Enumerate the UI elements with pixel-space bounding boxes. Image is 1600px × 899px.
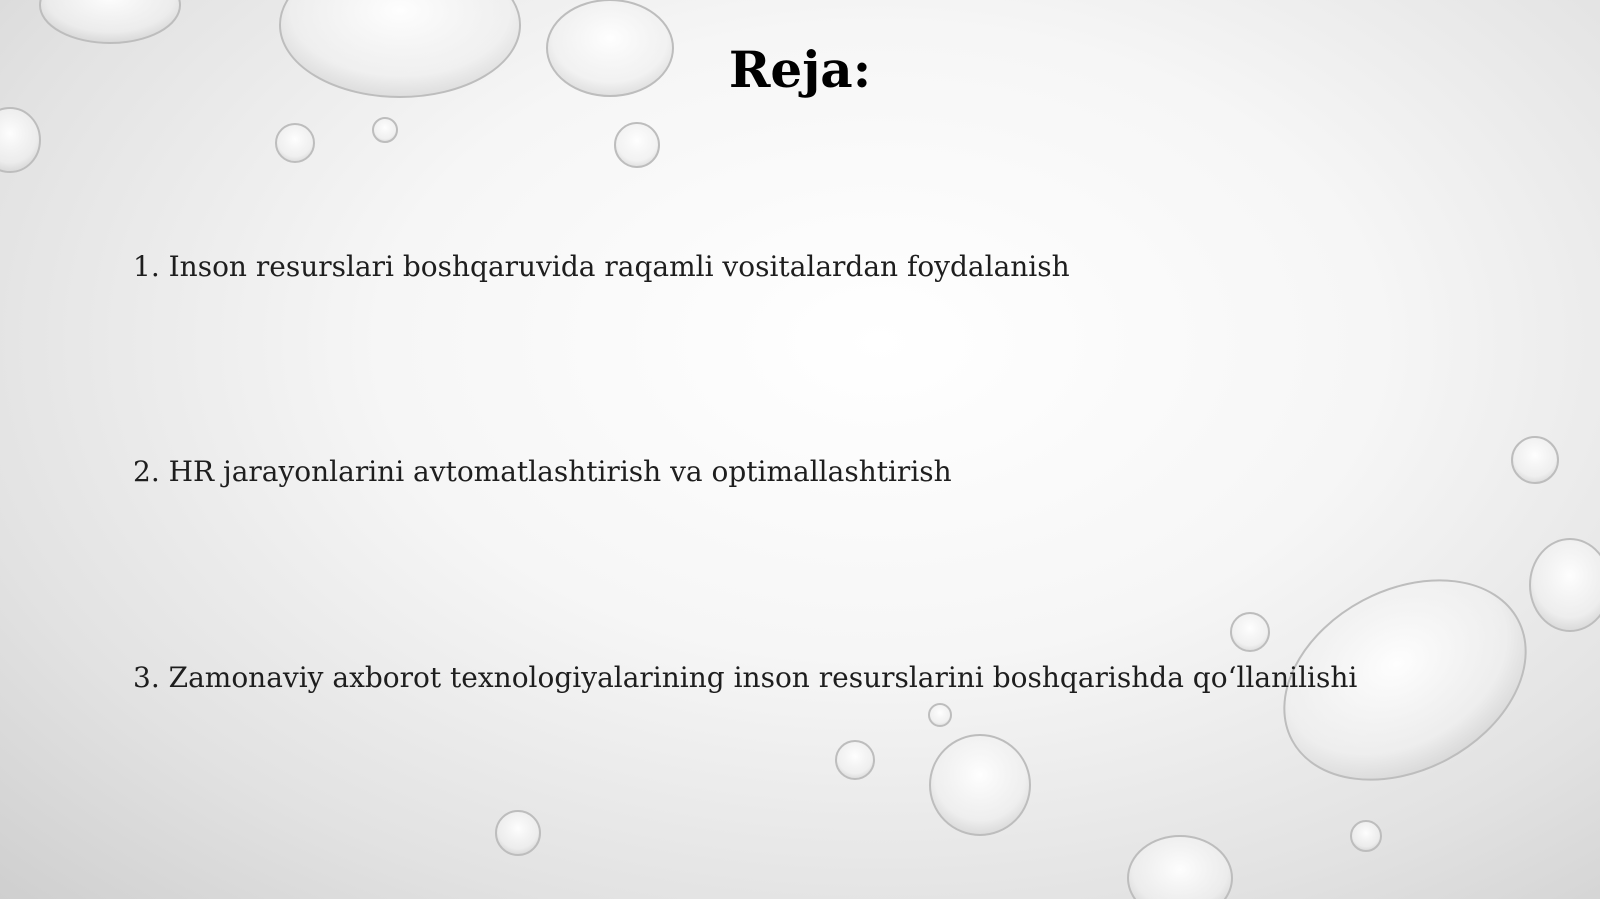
water-drop (496, 811, 540, 855)
plan-item: 1. Inson resurslari boshqaruvida raqamli vositalardan foydalanish (133, 250, 1070, 283)
water-drop (1512, 437, 1558, 483)
plan-item: 2. HR jarayonlarini avtomatlashtirish va optimallashtirish (133, 455, 952, 488)
water-drop (1530, 539, 1600, 631)
water-drop (836, 741, 874, 779)
water-drop (373, 118, 397, 142)
water-drop (929, 704, 951, 726)
water-drop (0, 108, 40, 172)
slide-title: Reja: (728, 40, 872, 99)
plan-item: 3. Zamonaviy axborot texnologiyalarining inson resurslarini boshqarishda qo‘llanilishi (133, 661, 1358, 694)
water-drop (1128, 836, 1232, 899)
water-drop (615, 123, 659, 167)
water-drop (1351, 821, 1381, 851)
water-drop (40, 0, 180, 43)
water-drop (276, 124, 314, 162)
water-drop (1231, 613, 1269, 651)
water-drop (930, 735, 1030, 835)
